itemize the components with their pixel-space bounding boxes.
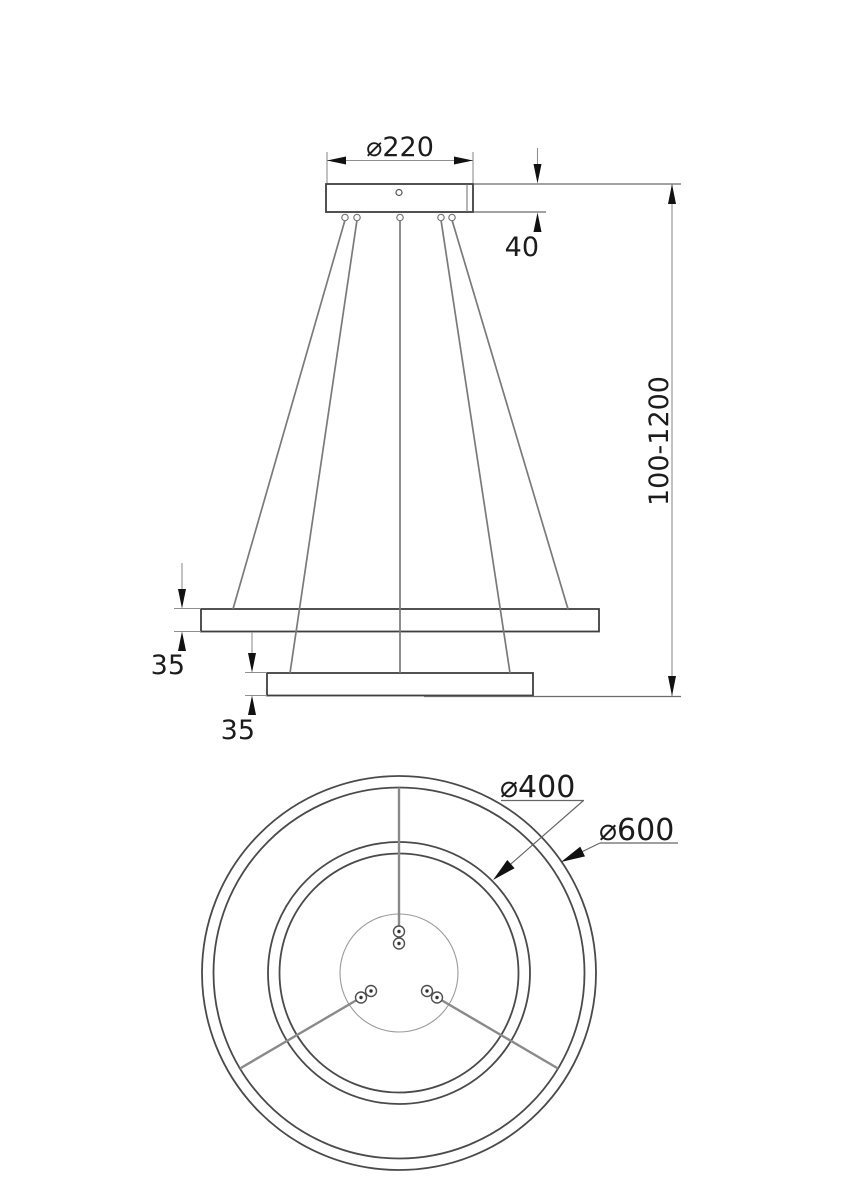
canopy-diameter-label: ⌀220 (366, 132, 434, 163)
arrowhead (561, 847, 585, 862)
outer-ring-diameter-label: ⌀600 (599, 813, 675, 848)
arrowhead (248, 653, 256, 673)
attachment-dot (369, 989, 372, 992)
wire-loop (438, 214, 444, 220)
attachment-dot (397, 942, 400, 945)
inner-ring-side (267, 673, 533, 696)
wire-spoke-lower-left (240, 998, 361, 1069)
attachment-dot (425, 989, 428, 992)
arrowhead (668, 184, 676, 204)
dim-canopy-diameter (327, 132, 473, 183)
arrowhead (327, 157, 346, 165)
wire-attachment-points (356, 926, 443, 1003)
wire-canopy-loops (342, 214, 455, 220)
arrowhead (248, 696, 256, 716)
wire-loop (397, 214, 403, 220)
canopy-height-label: 40 (504, 232, 539, 263)
arrowhead (668, 676, 676, 696)
arrowhead (178, 589, 186, 609)
attachment-dot (435, 996, 438, 999)
attachment-dot (359, 996, 362, 999)
side-view (151, 132, 681, 746)
arrowhead (534, 164, 542, 184)
dim-outer-ring-thickness (151, 563, 201, 681)
arrowhead (178, 632, 186, 652)
inner-ring-thickness-label: 35 (220, 715, 255, 746)
inner-ring-diameter-label: ⌀400 (500, 770, 576, 805)
wire-loop (342, 214, 348, 220)
arrowhead (454, 157, 473, 165)
wire-spoke-lower-right (437, 998, 558, 1069)
suspension-wire (452, 220, 568, 609)
suspension-height-label: 100-1200 (644, 376, 675, 506)
suspension-wire (441, 220, 510, 673)
dim-inner-ring-thickness (221, 632, 267, 746)
plan-view (202, 770, 678, 1170)
leader-inner-ring-diameter (493, 770, 584, 880)
wire-loop (449, 214, 455, 220)
leader-outer-ring-diameter (561, 813, 678, 862)
outer-ring-thickness-label: 35 (150, 650, 185, 681)
wire-loop (354, 214, 360, 220)
arrowhead (534, 213, 542, 233)
suspension-wire (290, 220, 357, 673)
suspension-wires (233, 220, 568, 673)
ceiling-canopy (326, 184, 473, 212)
dim-canopy-height (474, 148, 546, 263)
attachment-dot (397, 930, 400, 933)
